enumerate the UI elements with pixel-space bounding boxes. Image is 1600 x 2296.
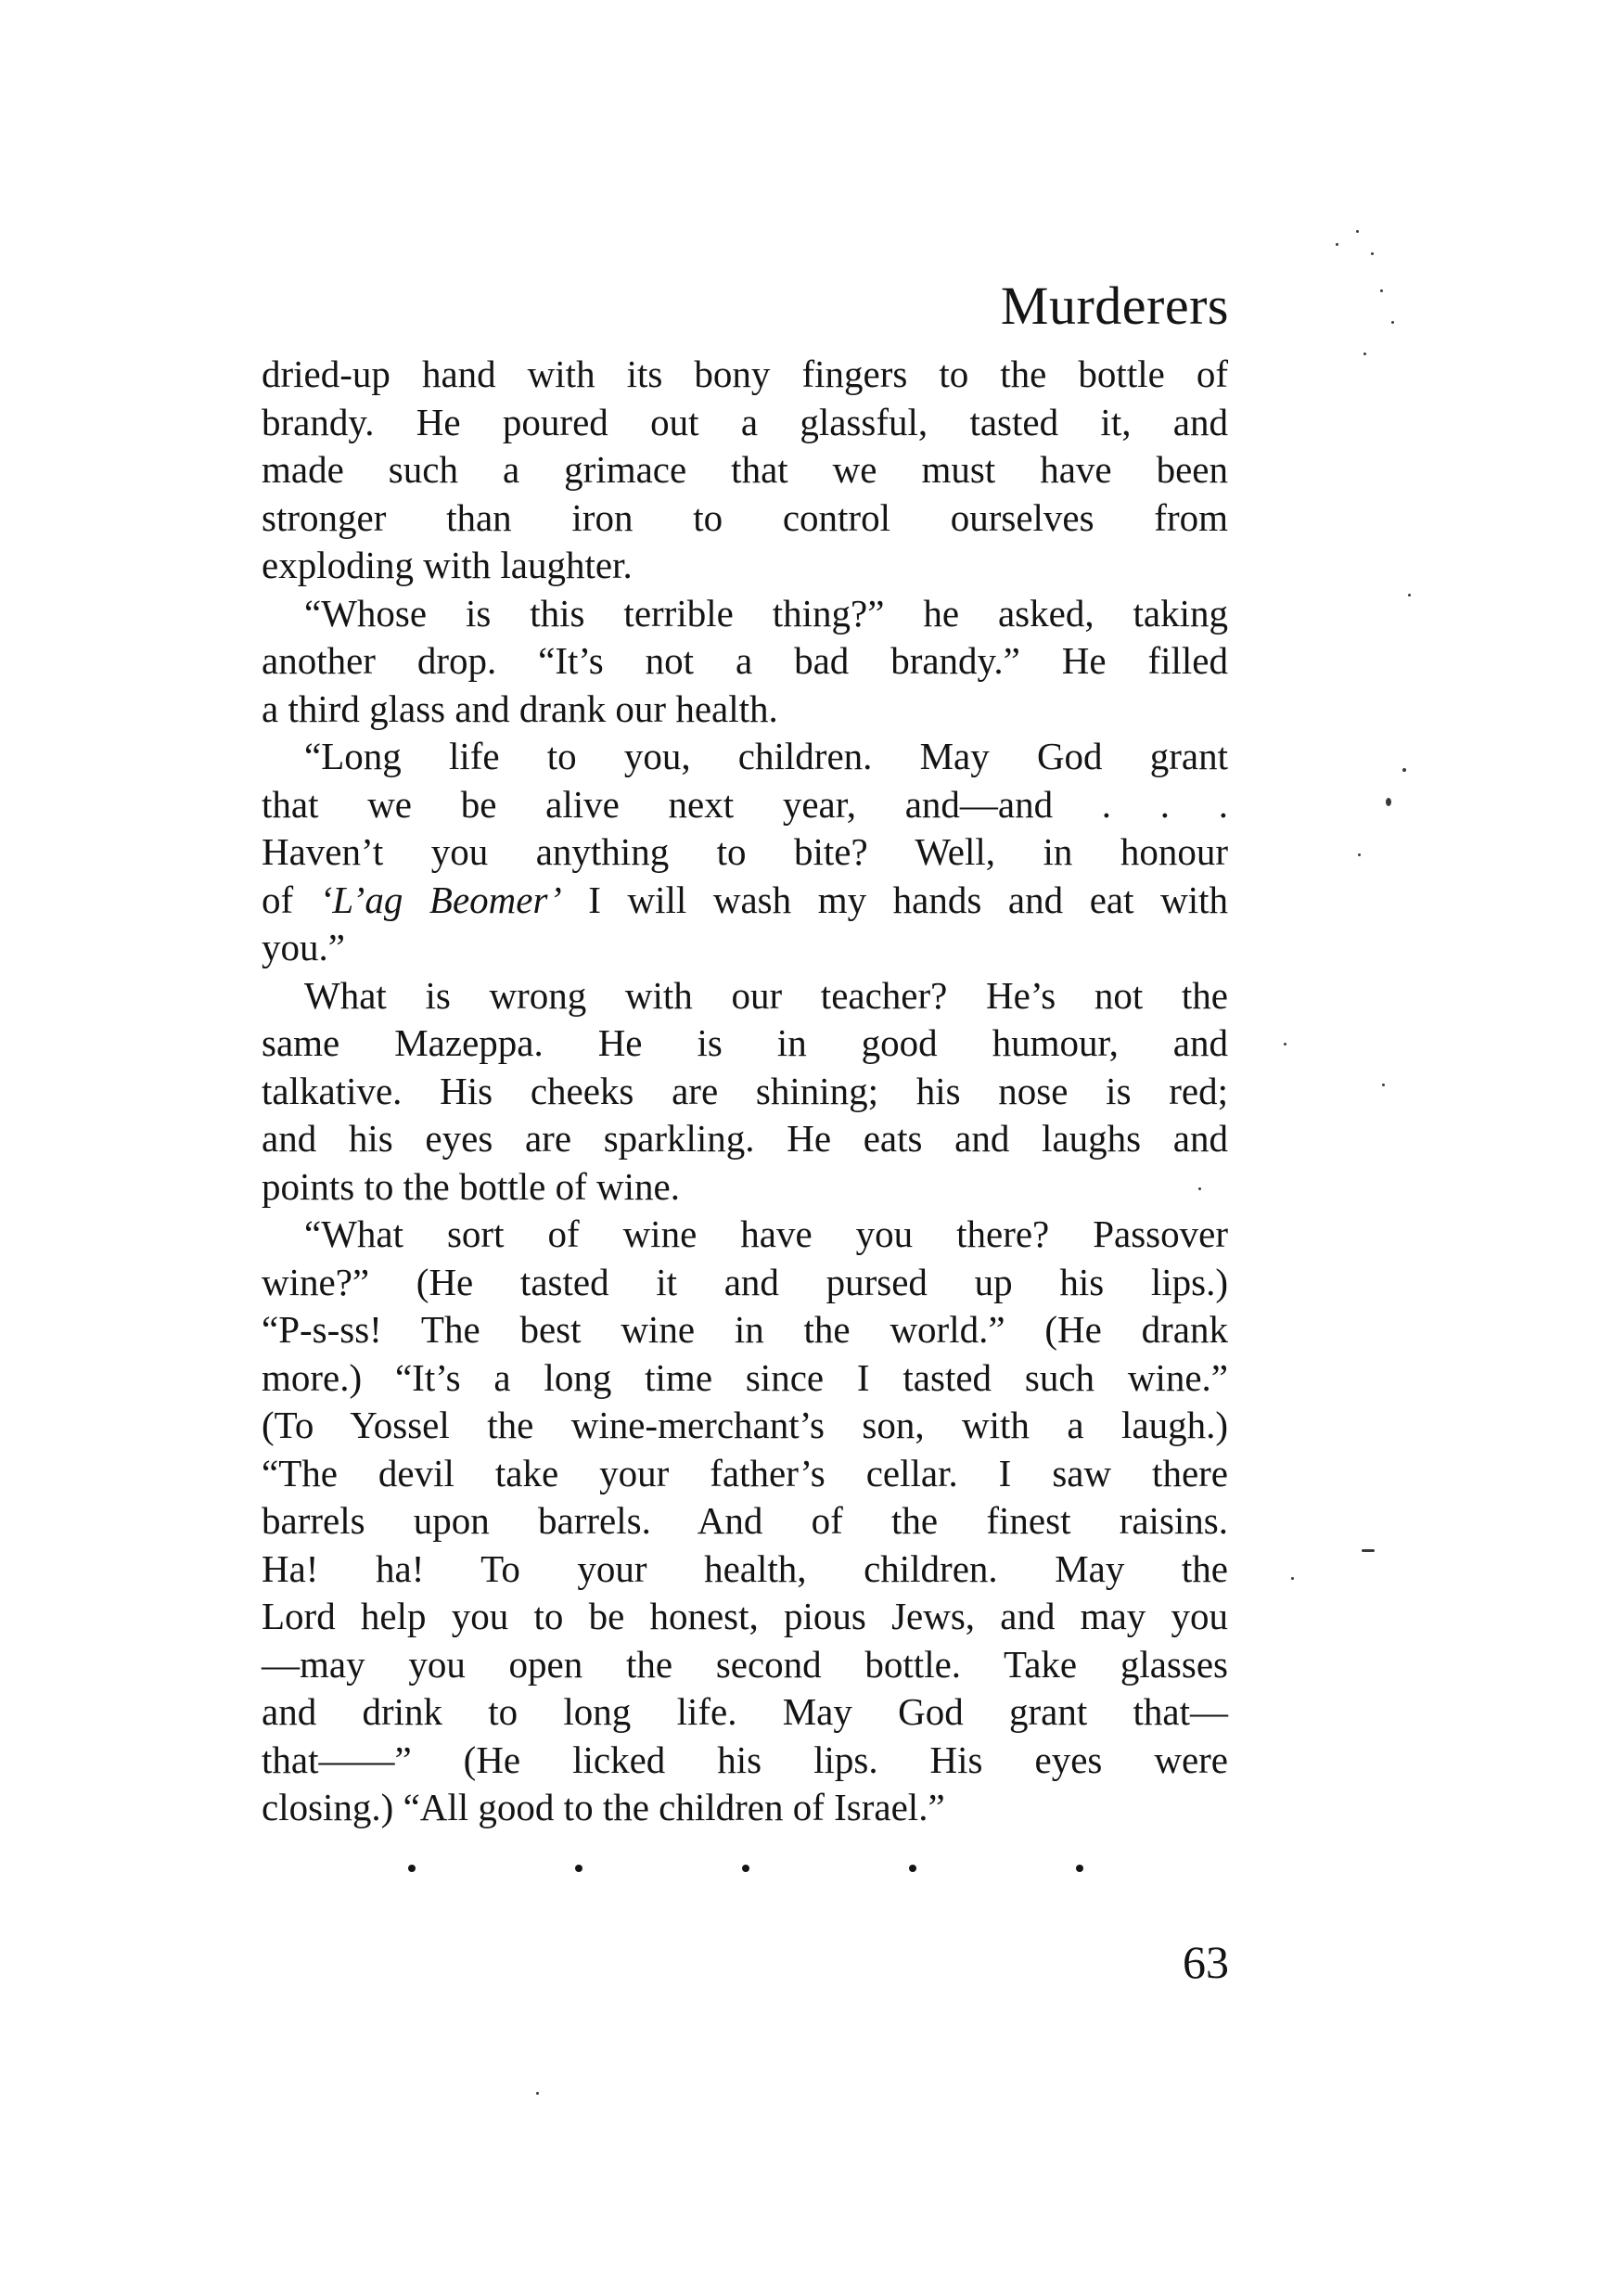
text-line: more.) “It’s a long time since I tasted such wine.” <box>262 1355 1228 1399</box>
scan-speck <box>1356 230 1359 233</box>
text-line: —may you open the second bottle. Take glasses <box>262 1642 1228 1686</box>
text-line: closing.) “All good to the children of Israel.” <box>262 1786 945 1828</box>
text-line: talkative. His cheeks are shining; his nose is red; <box>262 1069 1228 1112</box>
scan-speck <box>1402 768 1406 772</box>
text-line: What is wrong with our teacher? He’s not the <box>304 973 1228 1017</box>
scan-speck <box>1382 1084 1385 1086</box>
text-line: same Mazeppa. He is in good humour, and <box>262 1021 1228 1064</box>
scan-speck <box>1336 243 1338 246</box>
scan-speck <box>1386 798 1391 806</box>
text-line: “P-s-ss! The best wine in the world.” (He drank <box>262 1308 1228 1351</box>
section-break-dot <box>1076 1865 1083 1872</box>
text-line: “The devil take your father’s cellar. I saw there <box>262 1451 1228 1494</box>
scan-speck <box>1362 1549 1375 1552</box>
text-line: barrels upon barrels. And of the finest raisins. <box>262 1499 1228 1542</box>
section-break-dot <box>909 1865 916 1872</box>
text-line: “What sort of wine have you there? Passover <box>304 1212 1228 1255</box>
text-line: that we be alive next year, and—and . . . <box>262 782 1228 826</box>
text-line: Haven’t you anything to bite? Well, in honour <box>262 830 1228 873</box>
scan-speck <box>1391 321 1394 324</box>
scan-speck <box>1363 353 1366 355</box>
section-break-dots <box>408 1865 1094 1883</box>
scan-speck <box>1284 1043 1286 1045</box>
text-line: dried-up hand with its bony fingers to the bottle of <box>262 353 1228 395</box>
text-line: points to the bottle of wine. <box>262 1164 680 1208</box>
text-line: stronger than iron to control ourselves from <box>262 495 1228 539</box>
scan-speck <box>1291 1577 1294 1580</box>
text-line: that——” (He licked his lips. His eyes were <box>262 1738 1228 1781</box>
section-break-dot <box>408 1865 416 1872</box>
text-line: wine?” (He tasted it and pursed up his lips.) <box>262 1260 1228 1303</box>
text-line: Ha! ha! To your health, children. May the <box>262 1546 1228 1590</box>
text-line: “Whose is this terrible thing?” he asked, taking <box>304 591 1228 635</box>
text-line: (To Yossel the wine-merchant’s son, with a laugh.) <box>262 1404 1228 1446</box>
text-line: brandy. He poured out a glassful, tasted it, and <box>262 400 1228 443</box>
scan-speck <box>1371 252 1374 255</box>
text-line: exploding with laughter. <box>262 544 633 586</box>
text-line-with-italic <box>262 877 1228 925</box>
body-text <box>262 351 1228 1832</box>
scan-speck <box>1408 594 1411 596</box>
text-line: made such a grimace that we must have been <box>262 448 1228 491</box>
text-line: and his eyes are sparkling. He eats and laughs and <box>262 1117 1228 1160</box>
text-line: “Long life to you, children. May God grant <box>304 735 1228 777</box>
line-prefix: of <box>262 878 320 921</box>
scan-speck <box>1358 853 1361 856</box>
text-line: and drink to long life. May God grant that— <box>262 1690 1228 1733</box>
scan-speck <box>1198 1187 1201 1190</box>
italic-holiday-name: ‘L’ag Beomer’ <box>319 878 562 921</box>
text-line: Lord help you to be honest, pious Jews, and may you <box>262 1595 1228 1637</box>
section-break-dot <box>575 1865 582 1872</box>
text-line: another drop. “It’s not a bad brandy.” He filled <box>262 639 1228 682</box>
text-line: you.” <box>262 926 345 968</box>
running-head: Murderers <box>1000 276 1229 336</box>
section-break-dot <box>742 1865 749 1872</box>
text-line: a third glass and drank our health. <box>262 686 778 730</box>
page-number: 63 <box>1183 1936 1229 1988</box>
scan-speck <box>536 2092 539 2095</box>
scan-speck <box>1380 289 1383 292</box>
line-rest: I will wash my hands and eat with <box>588 878 1228 921</box>
